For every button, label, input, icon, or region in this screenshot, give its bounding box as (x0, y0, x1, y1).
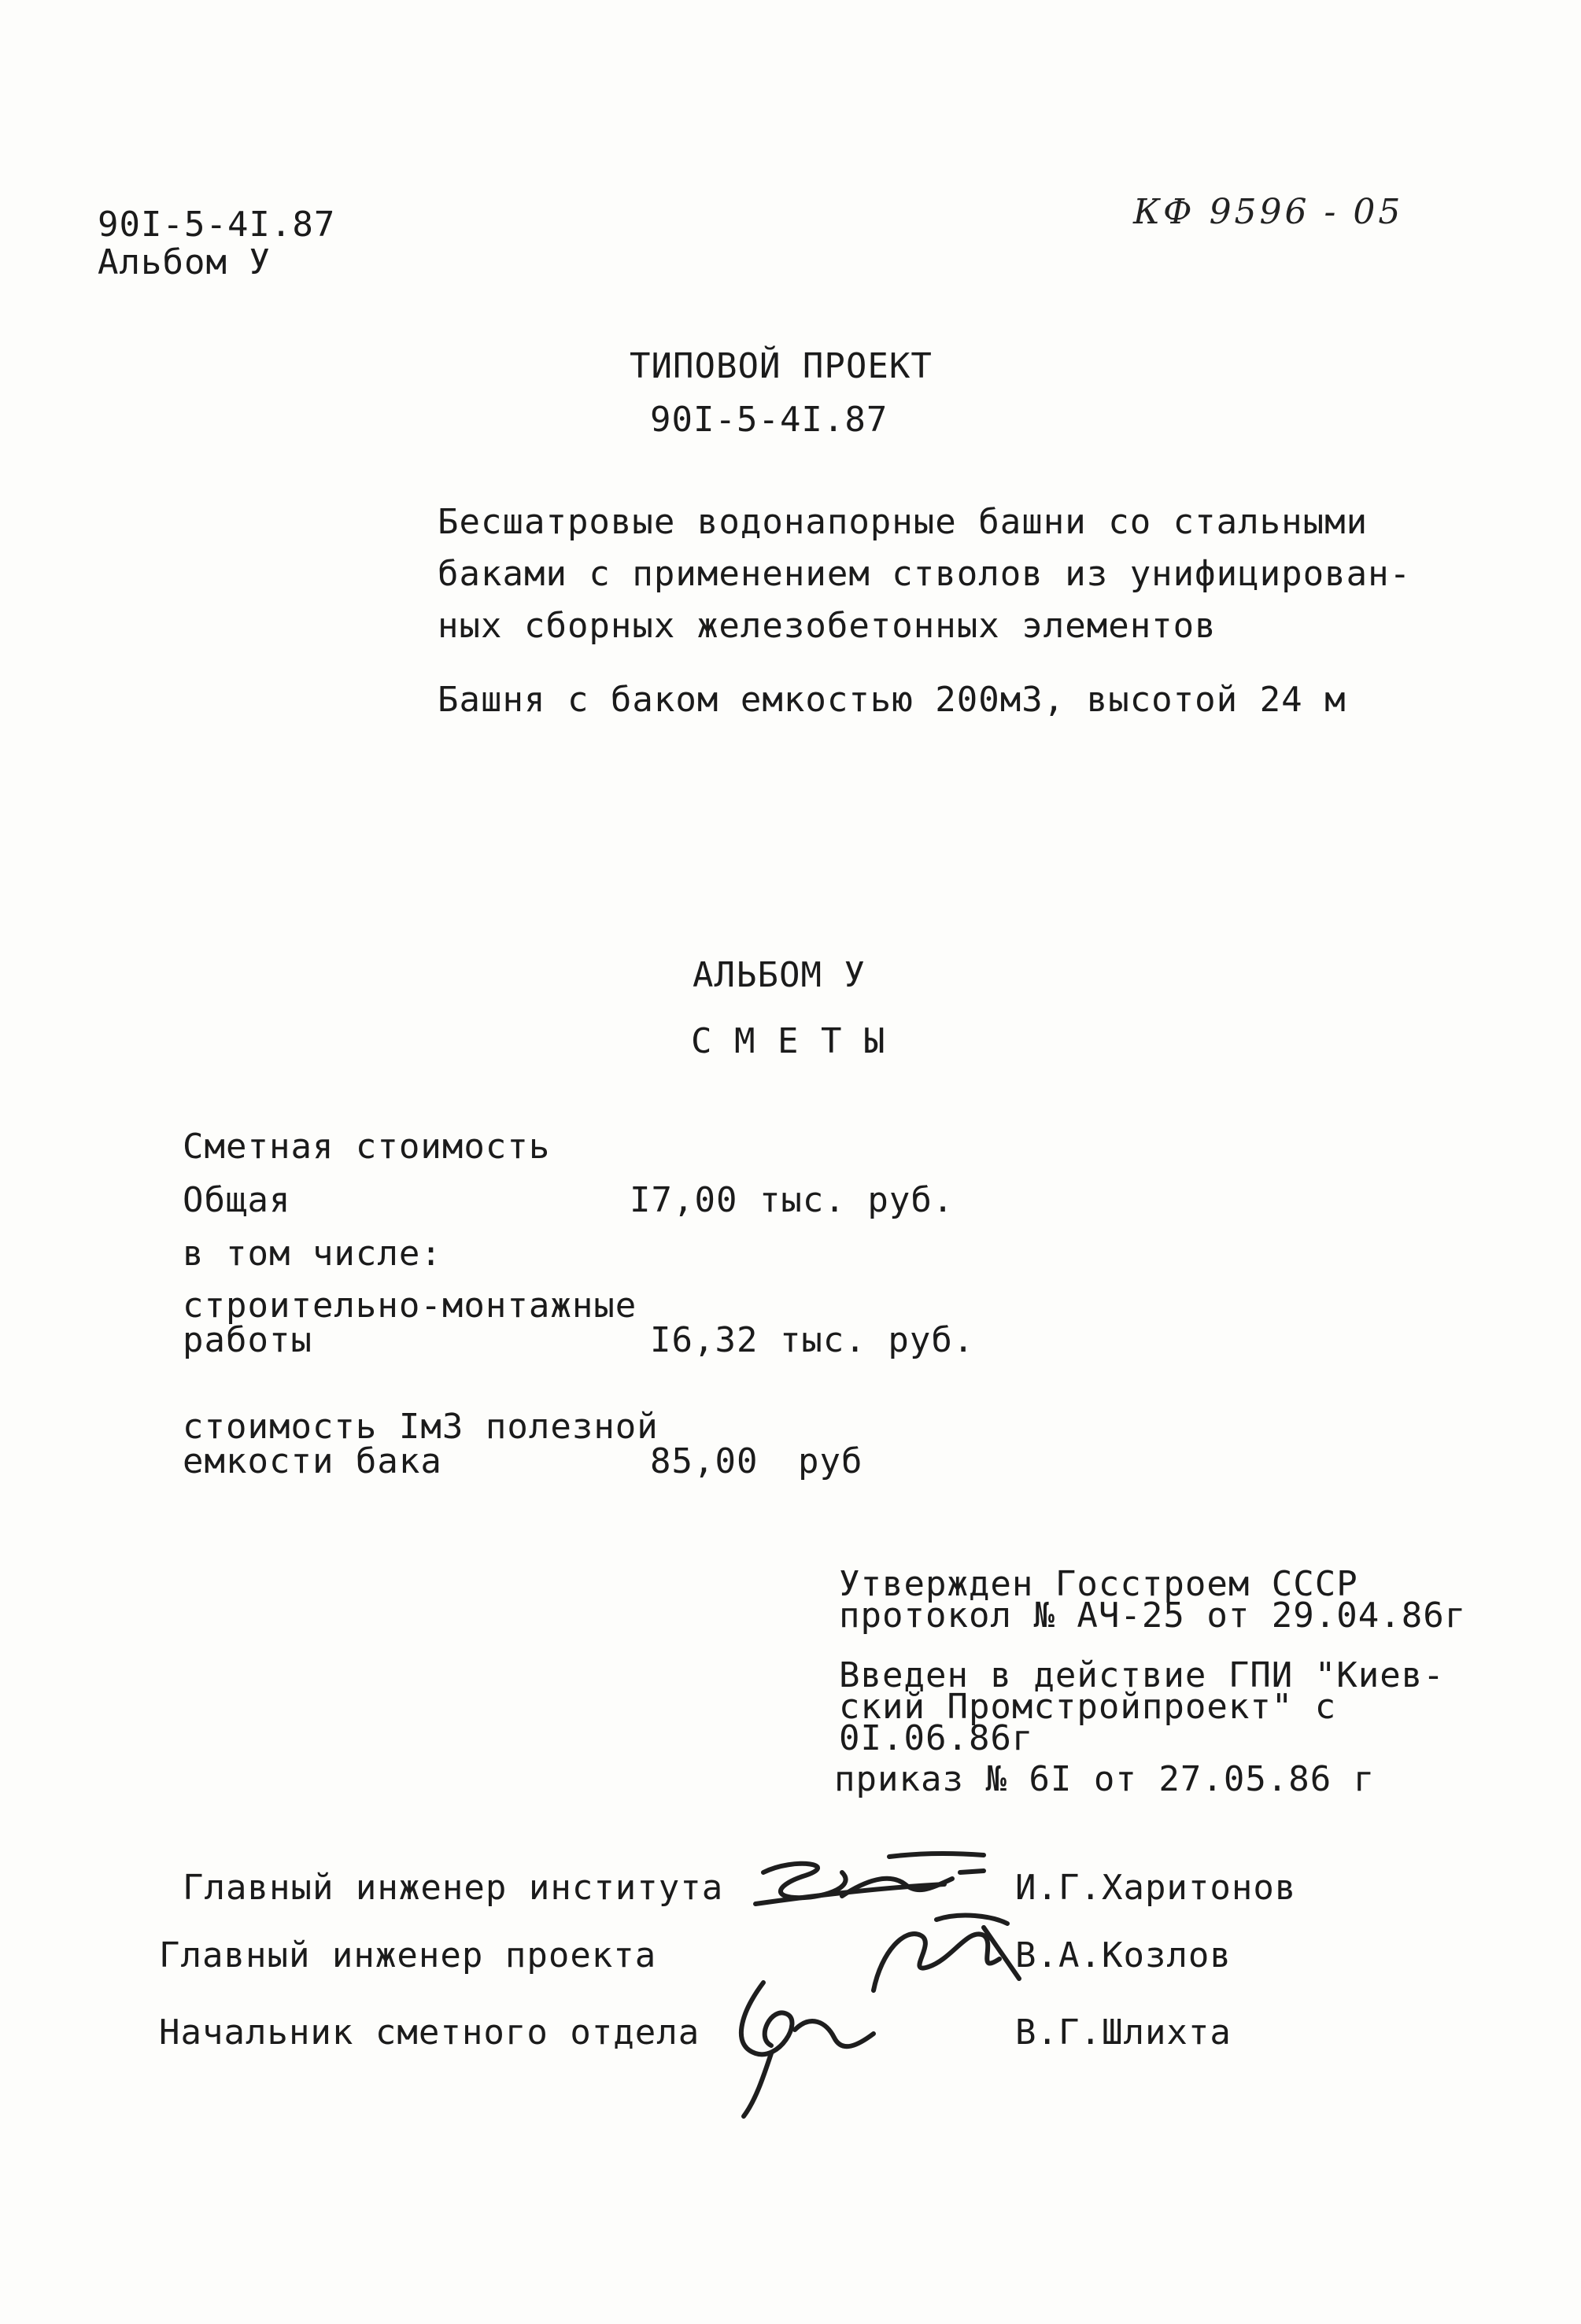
approval-line-4: ский Промстройпроект" с (839, 1687, 1337, 1727)
project-type-title: ТИПОВОЙ ПРОЕКТ (630, 346, 933, 386)
construction-cost-value: I6,32 тыс. руб. (650, 1320, 975, 1360)
description-line-4: Башня с баком емкостью 200м3, высотой 24 м (438, 680, 1346, 720)
description-line-2: баками с применением стволов из унифицирован- (438, 554, 1412, 594)
signature-shlikhta-image (708, 1967, 889, 2124)
approval-line-5: 0I.06.86г (839, 1718, 1034, 1758)
project-code-title: 90I-5-4I.87 (650, 400, 888, 440)
unit-cost-currency: руб (798, 1441, 863, 1481)
signature-name-shlikhta: В.Г.Шлихта (1015, 2012, 1232, 2053)
signature-name-kharitonov: И.Г.Харитонов (1015, 1868, 1297, 1908)
signature-role-chief-engineer-institute: Главный инженер института (183, 1868, 724, 1908)
unit-cost-label-1: стоимость Iм3 полезной (183, 1407, 659, 1447)
approval-line-3: Введен в действие ГПИ "Киев- (839, 1655, 1445, 1695)
construction-cost-label-1: строительно-монтажные (183, 1286, 637, 1326)
approval-line-1: Утвержден Госстроем СССР (839, 1564, 1358, 1604)
handwritten-reference: КФ 9596 - 05 (1133, 192, 1404, 232)
album-heading: АЛЬБОМ У (693, 955, 866, 995)
including-label: в том числе: (183, 1234, 442, 1274)
album-label: Альбом У (98, 242, 271, 282)
description-line-1: Бесшатровые водонапорные башни со стальными (438, 502, 1369, 542)
signature-role-chief-engineer-project: Главный инженер проекта (159, 1935, 657, 1975)
signature-role-head-estimates: Начальник сметного отдела (159, 2012, 700, 2053)
total-cost-value: I7,00 тыс. руб. (630, 1180, 955, 1220)
approval-line-2: протокол № АЧ-25 от 29.04.86г (839, 1595, 1467, 1636)
unit-cost-value: 85,00 (650, 1441, 759, 1481)
unit-cost-label-2: емкости бака (183, 1441, 442, 1481)
estimates-heading: С М Е Т Ы (691, 1021, 886, 1061)
signature-name-kozlov: В.А.Козлов (1015, 1935, 1232, 1975)
total-cost-label: Общая (183, 1180, 291, 1220)
cost-heading: Сметная стоимость (183, 1127, 551, 1167)
document-code: 90I-5-4I.87 (98, 205, 336, 245)
construction-cost-label-2: работы (183, 1320, 312, 1360)
description-line-3: ных сборных железобетонных элементов (438, 606, 1217, 646)
approval-line-6: приказ № 6I от 27.05.86 г (834, 1759, 1376, 1799)
